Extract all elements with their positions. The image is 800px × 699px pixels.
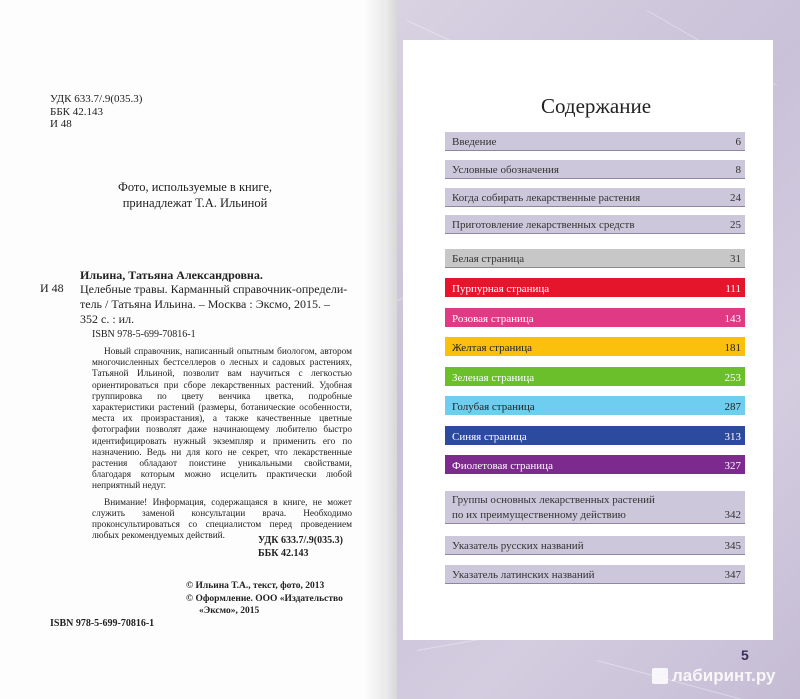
bib-line: тель / Татьяна Ильина. – Москва : Эксмо, 2015. – xyxy=(80,297,331,311)
toc-page: 31 xyxy=(730,253,741,265)
toc-page: 342 xyxy=(724,509,741,521)
toc-row xyxy=(445,160,745,179)
toc-label: Указатель русских названий xyxy=(452,540,584,552)
annotation-text: Новый справочник, написанный опытным биологом, автором многочисленных бестселлеров о лесных и садовых растениях, Татьяной Ильиной, позволит вам научиться с легкостью ориентироваться при сборе лекарственных растений. Удобная группировка по цвету венчика цветка, подробные характеристики растений (размеры, ботанические особенности, места их произрастания), а также качественные цветные фотографии позволят даже начинающему любителю быстро идентифицировать нужный экземпляр и применить его по назначению. Ведь ни для кого не секрет, что лекарственные растения обладают поистине уникальными свойствами, благодаря которым можно исцелить практически любой неприятный недуг. xyxy=(92,347,352,492)
toc-label: Когда собирать лекарственные растения xyxy=(452,192,641,204)
isbn-bottom: ISBN 978-5-699-70816-1 xyxy=(50,618,155,629)
toc-page: 287 xyxy=(724,401,741,413)
toc-page: 143 xyxy=(724,313,741,325)
toc-row xyxy=(445,308,745,327)
copyright-line: © Оформление. ООО «Издательство xyxy=(186,593,343,604)
toc-page: 111 xyxy=(725,283,741,295)
bib-line: Целебные травы. Карманный справочник-определи- xyxy=(80,282,348,296)
toc-row xyxy=(445,215,745,234)
toc-row xyxy=(445,426,745,445)
toc-label: Группы основных лекарственных растений xyxy=(452,494,655,506)
toc-label: по их преимущественному действию xyxy=(452,509,626,521)
toc-row xyxy=(445,337,745,356)
toc-label: Введение xyxy=(452,136,497,148)
toc-page: 181 xyxy=(724,342,741,354)
toc-page: 345 xyxy=(724,540,741,552)
toc-label: Условные обозначения xyxy=(452,164,559,176)
toc-title: Содержание xyxy=(541,94,652,118)
udk-block-bottom xyxy=(258,534,343,560)
warning-text: Внимание! Информация, содержащаяся в книге, не может служить заменой консультации врача. Необходимо проконсультироваться со специалистом перед проведением любых рекомендуемых действий. xyxy=(92,497,352,542)
isbn-line: ISBN 978-5-699-70816-1 xyxy=(92,329,196,340)
toc-label: Розовая страница xyxy=(452,313,534,325)
copyright-block xyxy=(186,580,361,618)
toc-page: 327 xyxy=(724,460,741,472)
toc-row xyxy=(445,455,745,474)
udk-block-top xyxy=(50,93,142,131)
toc-row xyxy=(445,188,745,207)
watermark xyxy=(652,666,775,686)
toc-row xyxy=(445,396,745,415)
annotation xyxy=(92,347,352,542)
toc-label: Указатель латинских названий xyxy=(452,569,595,581)
toc-line2 xyxy=(452,509,741,521)
toc-row xyxy=(445,536,745,555)
toc-row xyxy=(445,565,745,584)
toc-row xyxy=(445,278,745,297)
toc-page: 347 xyxy=(724,569,741,581)
udk-line: УДК 633.7/.9(035.3) xyxy=(258,535,343,546)
toc-label: Пурпурная страница xyxy=(452,283,550,295)
toc-page: 253 xyxy=(724,372,741,384)
bbk-line: ББК 42.143 xyxy=(50,105,103,118)
photo-credit-line: Фото, используемые в книге, xyxy=(117,180,273,194)
bib-line: 352 с. : ил. xyxy=(80,312,135,326)
spine-shadow xyxy=(364,0,400,699)
toc-page: 313 xyxy=(724,431,741,443)
page-number: 5 xyxy=(741,647,749,663)
author-code: И 48 xyxy=(40,281,64,295)
bibliographic-entry xyxy=(80,282,350,327)
toc-label: Голубая страница xyxy=(452,401,535,413)
photo-credit-line: принадлежат Т.А. Ильиной xyxy=(122,196,268,210)
toc-row xyxy=(445,132,745,151)
toc-label: Фиолетовая страница xyxy=(452,460,553,472)
toc-label: Белая страница xyxy=(452,253,525,265)
toc-label: Зеленая страница xyxy=(452,372,535,384)
udk-line: УДК 633.7/.9(035.3) xyxy=(50,93,143,105)
toc-row xyxy=(445,491,745,524)
photo-credit xyxy=(60,179,330,211)
copyright-line: «Эксмо», 2015 xyxy=(199,606,260,616)
toc-page: 6 xyxy=(735,136,741,148)
watermark-text: лабиринт.ру xyxy=(672,666,776,685)
toc-page: 24 xyxy=(730,192,741,204)
toc-page: 25 xyxy=(730,219,741,231)
bbk-line: ББК 42.143 xyxy=(258,548,309,559)
toc-row xyxy=(445,249,745,268)
toc-label: Синяя страница xyxy=(452,431,527,443)
author-heading: Ильина, Татьяна Александровна. xyxy=(80,268,263,282)
code-line: И 48 xyxy=(50,118,72,130)
toc-page: 8 xyxy=(735,164,741,176)
toc-label: Приготовление лекарственных средств xyxy=(452,219,635,231)
labirint-logo-icon xyxy=(652,668,668,684)
toc-row xyxy=(445,367,745,386)
copyright-line: © Ильина Т.А., текст, фото, 2013 xyxy=(186,581,325,591)
toc-label: Желтая страница xyxy=(452,342,533,354)
